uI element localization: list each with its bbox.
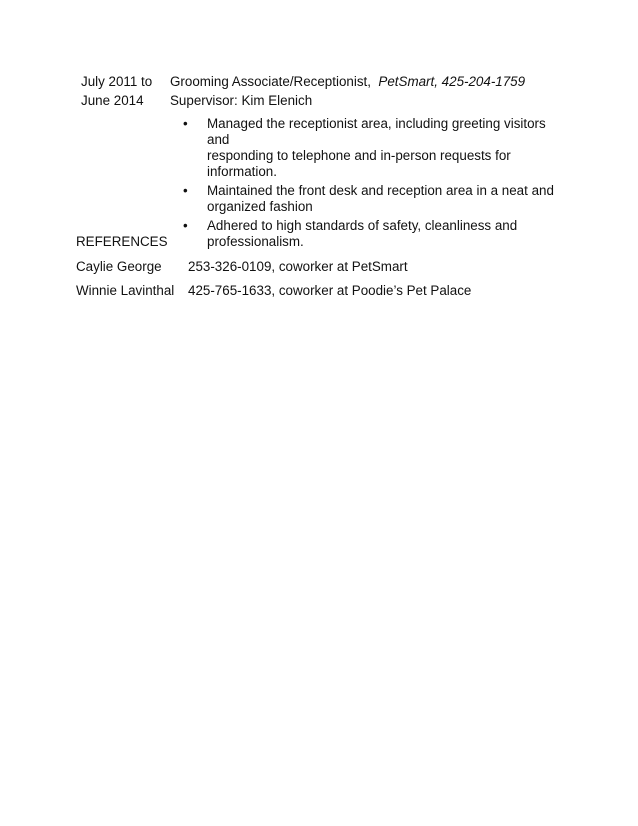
- duty-line: organized fashion: [207, 199, 313, 214]
- list-item: [170, 218, 560, 250]
- job-title: Grooming Associate/Receptionist,: [170, 74, 371, 89]
- list-item: [170, 116, 560, 180]
- job-header: [170, 74, 560, 112]
- bullet-icon: •: [183, 218, 188, 233]
- duty-line: Adhered to high standards of safety, cleanliness and: [207, 218, 518, 233]
- duty-line: Managed the receptionist area, including greeting visitors and: [207, 116, 546, 147]
- duty-line: responding to telephone and in-person requests for: [207, 148, 511, 163]
- reference-row: [76, 283, 536, 299]
- duty-line: professionalism.: [207, 234, 304, 249]
- job-employer: PetSmart, 425-204-1759: [378, 74, 526, 89]
- duty-line: information.: [207, 164, 277, 179]
- reference-name: Winnie Lavinthal: [76, 283, 175, 298]
- job-date-end: June 2014: [81, 93, 144, 108]
- references-heading: REFERENCES: [76, 234, 168, 249]
- job-dates: [81, 74, 169, 112]
- list-item: [170, 183, 560, 215]
- job-duties-list: [170, 116, 560, 253]
- bullet-icon: •: [183, 116, 188, 131]
- reference-row: [76, 259, 536, 275]
- job-title-line: [170, 74, 560, 93]
- reference-name: Caylie George: [76, 259, 162, 274]
- reference-detail: 425-765-1633, coworker at Poodie’s Pet Palace: [188, 283, 472, 298]
- bullet-icon: •: [183, 183, 188, 198]
- reference-detail: 253-326-0109, coworker at PetSmart: [188, 259, 408, 274]
- duty-line: Maintained the front desk and reception area in a neat and: [207, 183, 554, 198]
- job-supervisor: Supervisor: Kim Elenich: [170, 93, 313, 108]
- job-date-start: July 2011 to: [81, 74, 153, 89]
